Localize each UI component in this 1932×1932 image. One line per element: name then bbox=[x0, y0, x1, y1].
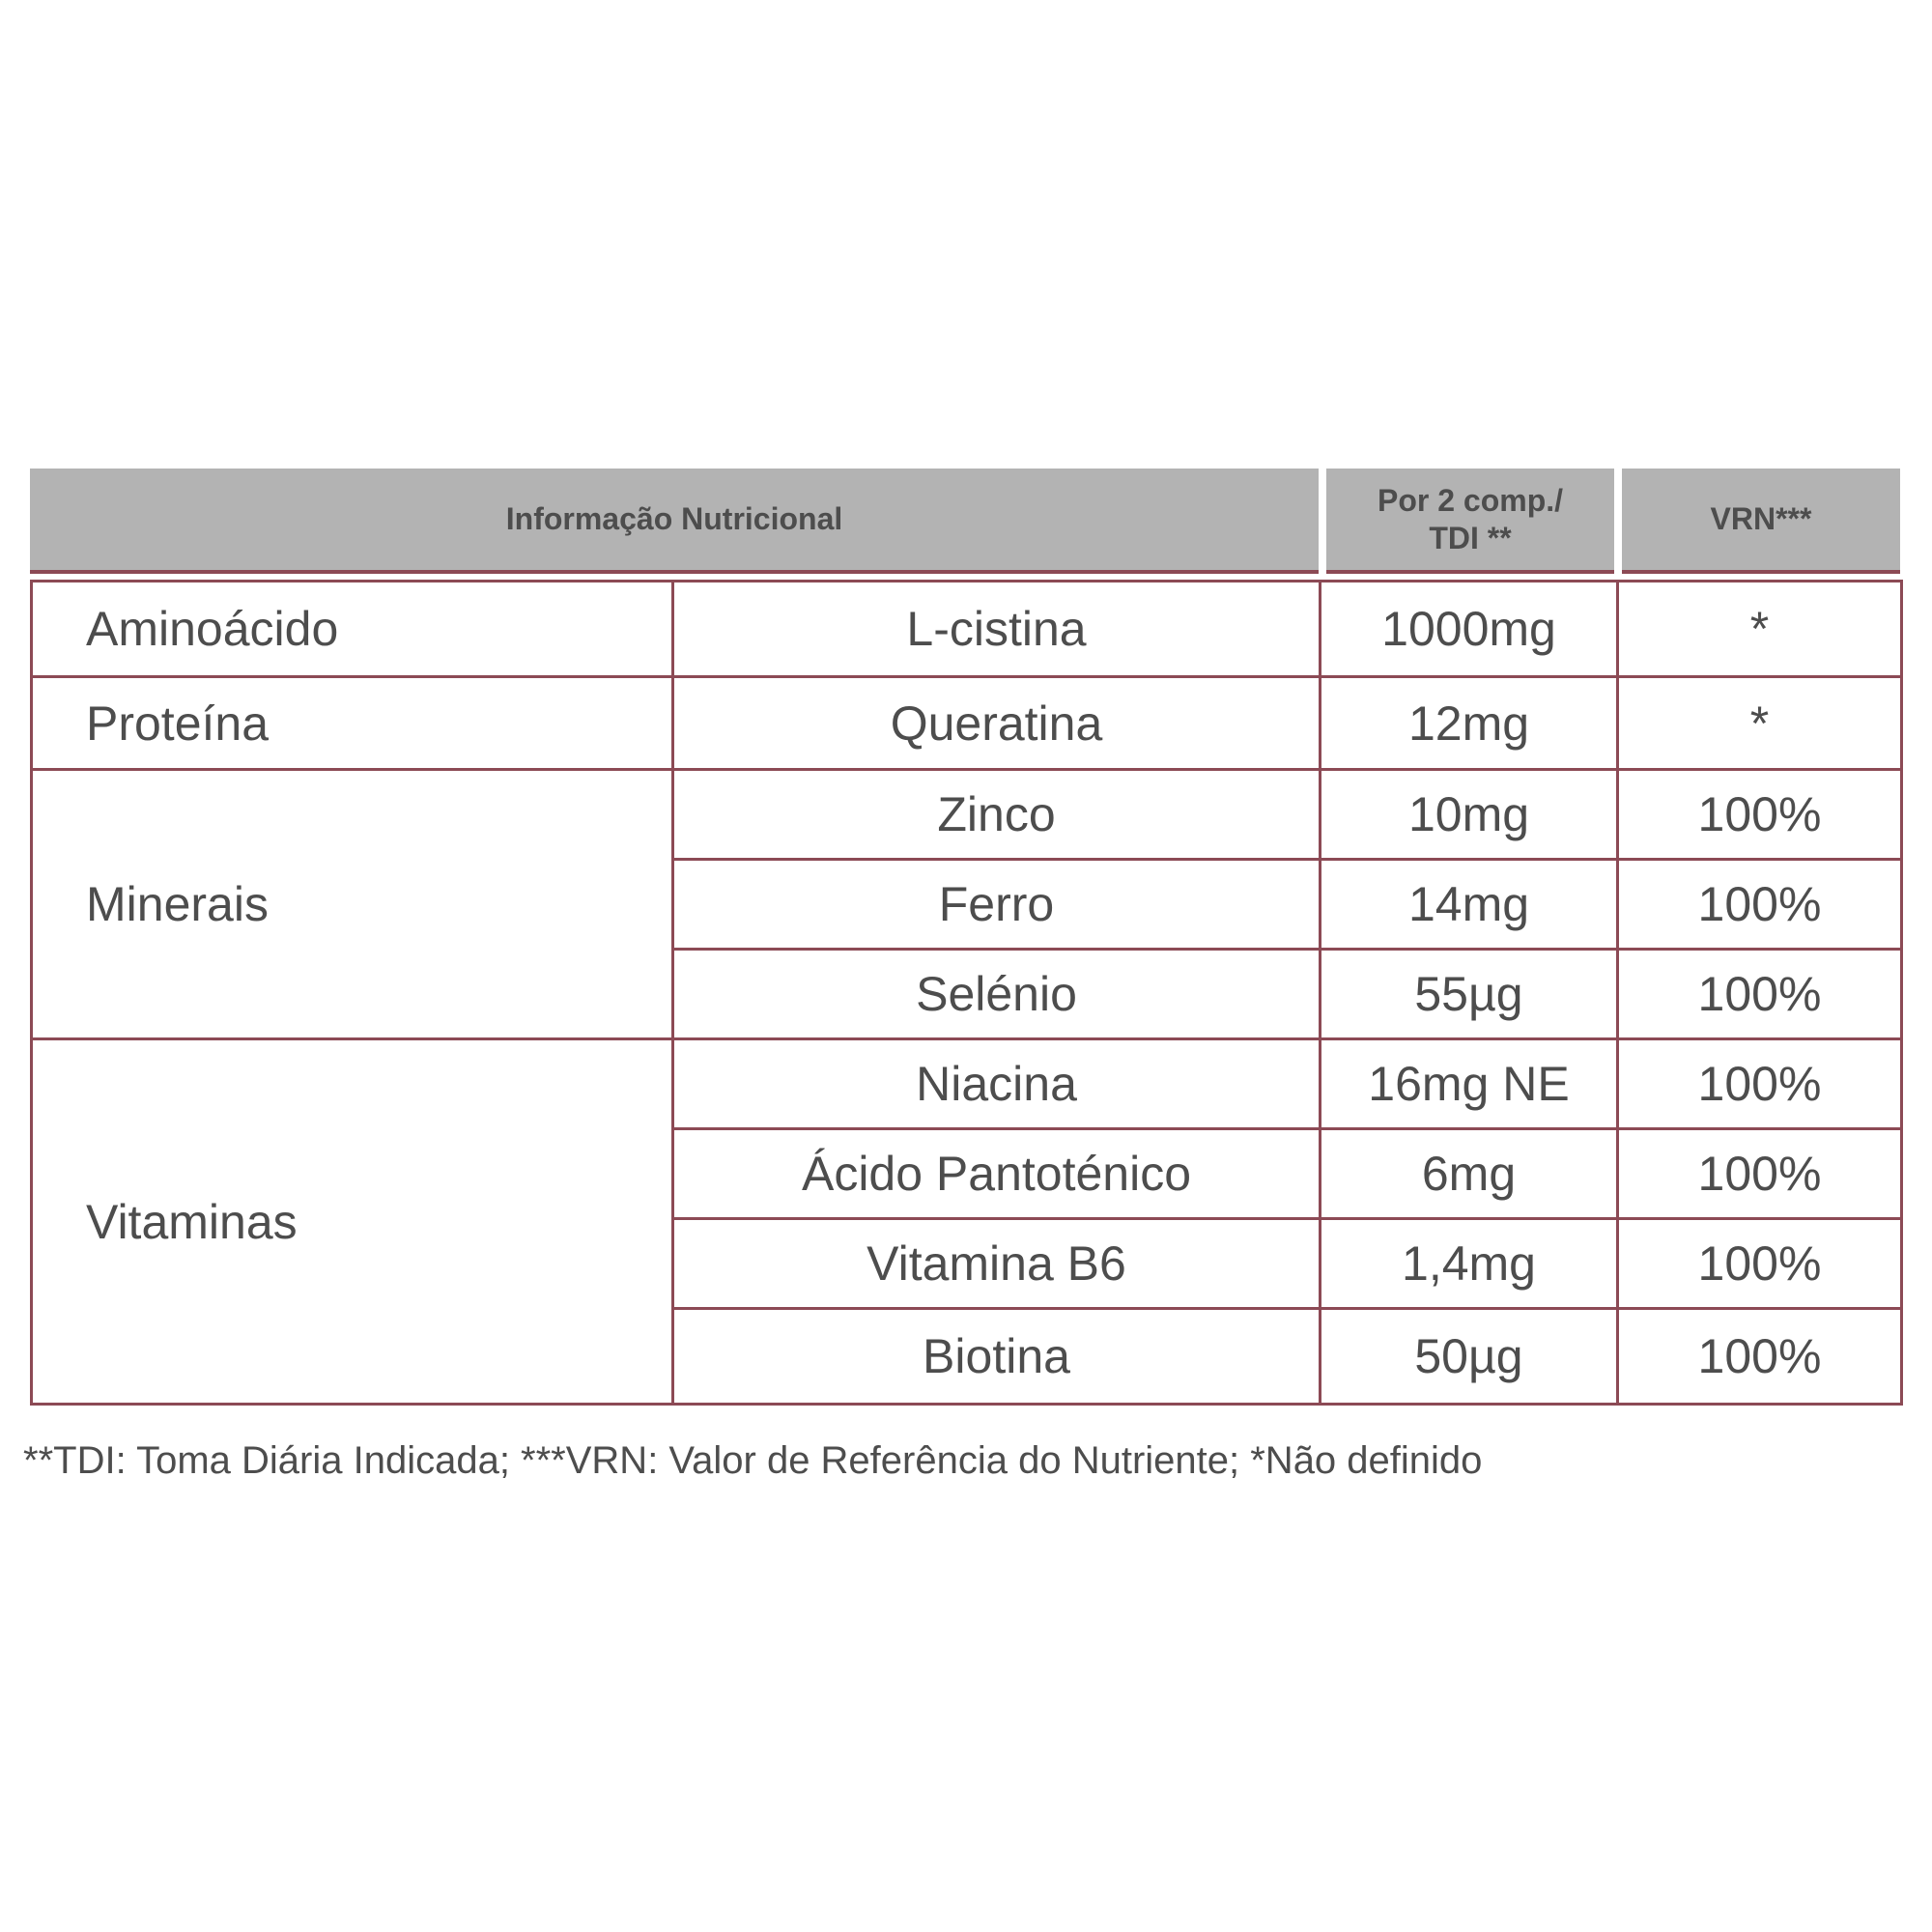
table-row bbox=[32, 677, 1902, 770]
nutrition-table bbox=[30, 580, 1903, 1406]
nutrient-cell: Selénio bbox=[673, 950, 1321, 1039]
nutrient-cell: Biotina bbox=[673, 1309, 1321, 1405]
vrn-cell: 100% bbox=[1618, 860, 1902, 950]
nutrient-cell: Niacina bbox=[673, 1039, 1321, 1129]
nutrient-cell: Vitamina B6 bbox=[673, 1219, 1321, 1309]
dose-cell: 50µg bbox=[1321, 1309, 1618, 1405]
category-cell: Aminoácido bbox=[32, 582, 673, 677]
nutrient-cell: Ácido Pantoténico bbox=[673, 1129, 1321, 1219]
dose-cell: 12mg bbox=[1321, 677, 1618, 770]
category-cell: Minerais bbox=[32, 770, 673, 1039]
header-vrn bbox=[1622, 469, 1900, 574]
nutrient-cell: Queratina bbox=[673, 677, 1321, 770]
dose-cell: 10mg bbox=[1321, 770, 1618, 860]
table-row bbox=[32, 1039, 1902, 1129]
vrn-cell: 100% bbox=[1618, 1039, 1902, 1129]
nutrient-cell: L-cistina bbox=[673, 582, 1321, 677]
header-dose bbox=[1326, 469, 1614, 574]
vrn-cell: 100% bbox=[1618, 770, 1902, 860]
header-info-label: Informação Nutricional bbox=[505, 501, 843, 537]
nutrition-facts bbox=[30, 469, 1900, 1406]
dose-cell: 14mg bbox=[1321, 860, 1618, 950]
vrn-cell: 100% bbox=[1618, 950, 1902, 1039]
table-row bbox=[32, 582, 1902, 677]
nutrient-cell: Ferro bbox=[673, 860, 1321, 950]
category-cell: Proteína bbox=[32, 677, 673, 770]
vrn-cell: * bbox=[1618, 582, 1902, 677]
vrn-cell: 100% bbox=[1618, 1129, 1902, 1219]
nutrient-cell: Zinco bbox=[673, 770, 1321, 860]
footnote: **TDI: Toma Diária Indicada; ***VRN: Valor de Referência do Nutriente; *Não definido bbox=[23, 1439, 1483, 1482]
category-cell: Vitaminas bbox=[32, 1039, 673, 1405]
vrn-cell: 100% bbox=[1618, 1309, 1902, 1405]
header-info bbox=[30, 469, 1319, 574]
header-dose-line2: TDI ** bbox=[1429, 520, 1512, 555]
dose-cell: 1,4mg bbox=[1321, 1219, 1618, 1309]
header-vrn-label: VRN*** bbox=[1710, 501, 1812, 537]
header-dose-line1: Por 2 comp./ bbox=[1377, 483, 1564, 519]
dose-cell: 6mg bbox=[1321, 1129, 1618, 1219]
dose-cell: 55µg bbox=[1321, 950, 1618, 1039]
table-header bbox=[30, 469, 1900, 580]
dose-cell: 16mg NE bbox=[1321, 1039, 1618, 1129]
vrn-cell: 100% bbox=[1618, 1219, 1902, 1309]
vrn-cell: * bbox=[1618, 677, 1902, 770]
table-row bbox=[32, 770, 1902, 860]
dose-cell: 1000mg bbox=[1321, 582, 1618, 677]
